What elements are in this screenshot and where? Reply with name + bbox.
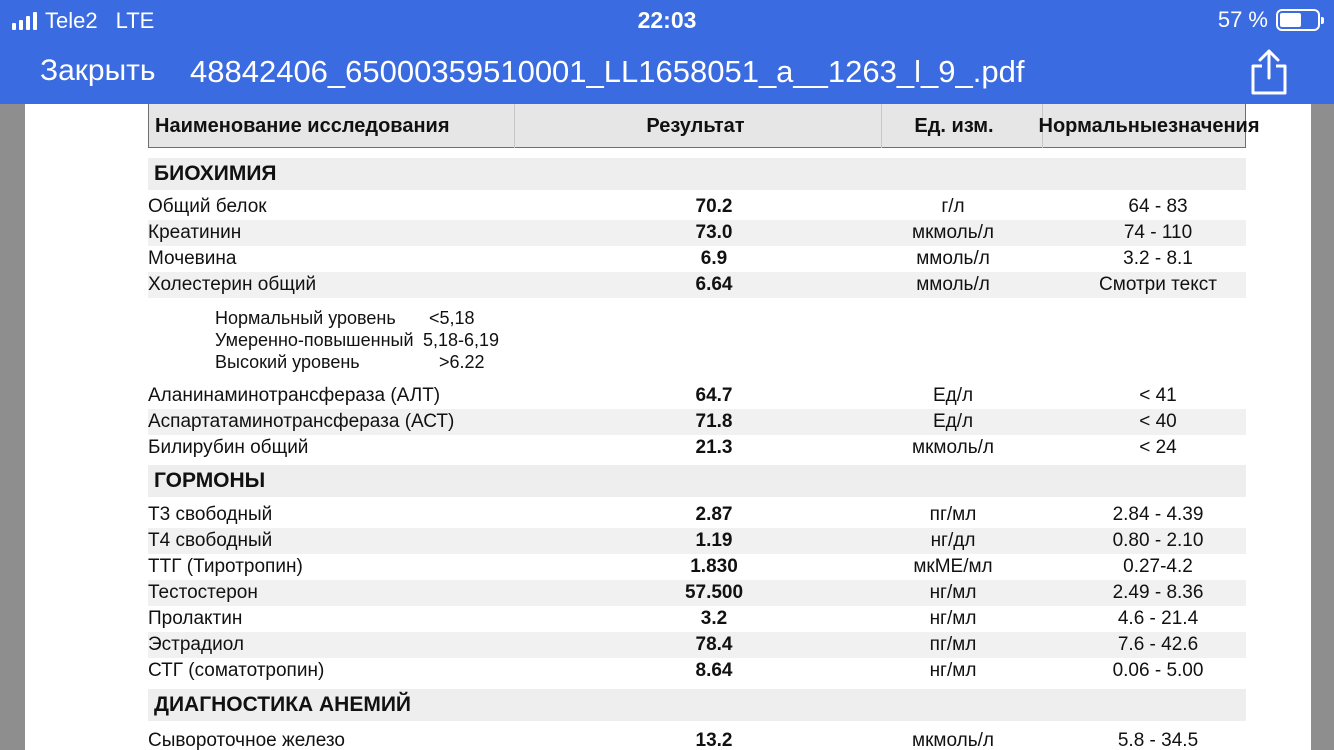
table-row — [148, 632, 1246, 658]
row-name: Общий белок — [148, 196, 267, 217]
row-norm: 4.6 - 21.4 — [1117, 608, 1199, 629]
row-name: Аспартатаминотрансфераза (АСТ) — [148, 411, 455, 432]
status-right — [1218, 7, 1320, 33]
note-label: Высокий уровень — [215, 352, 360, 372]
note-value: >6.22 — [439, 352, 485, 372]
pdf-page — [25, 104, 1311, 750]
row-norm: 3.2 - 8.1 — [1123, 248, 1193, 269]
header-result: Результат — [646, 114, 745, 137]
header-norm-line1: Нормальные — [1038, 115, 1169, 137]
row-result: 6.64 — [695, 274, 733, 295]
row-result: 73.0 — [695, 222, 733, 243]
table-row — [148, 272, 1246, 298]
row-name: Мочевина — [148, 248, 237, 269]
table-row — [148, 528, 1246, 554]
row-unit: нг/мл — [929, 608, 977, 629]
table-row — [148, 194, 1246, 220]
row-name: Тестостерон — [148, 582, 258, 603]
row-result: 64.7 — [695, 385, 733, 406]
row-unit: мкмоль/л — [912, 222, 994, 243]
header-norm — [1038, 104, 1260, 156]
row-name: ТТГ (Тиротропин) — [148, 556, 303, 577]
row-result: 78.4 — [695, 634, 733, 655]
row-name: Эстрадиол — [148, 634, 244, 655]
note-label: Нормальный уровень — [215, 308, 396, 328]
table-row — [148, 246, 1246, 272]
table-row — [148, 220, 1246, 246]
row-result: 70.2 — [695, 196, 733, 217]
row-unit: пг/мл — [929, 634, 977, 655]
row-result: 6.9 — [700, 248, 728, 269]
table-row — [148, 435, 1246, 461]
row-result: 3.2 — [700, 608, 728, 629]
row-norm: 0.27-4.2 — [1123, 556, 1193, 577]
clock: 22:03 — [637, 7, 697, 33]
row-result: 2.87 — [695, 504, 733, 525]
battery-percent: 57 % — [1217, 7, 1268, 32]
row-result: 1.19 — [695, 530, 733, 551]
status-bar — [0, 0, 1334, 42]
row-unit: Ед/л — [932, 411, 974, 432]
section-title: ДИАГНОСТИКА АНЕМИЙ — [148, 689, 1246, 721]
row-norm: 2.84 - 4.39 — [1112, 504, 1204, 525]
table-header — [148, 104, 1260, 148]
row-unit: мкМЕ/мл — [913, 556, 993, 577]
row-name: Сывороточное железо — [148, 730, 345, 750]
row-unit: пг/мл — [929, 504, 977, 525]
row-unit: нг/мл — [929, 660, 977, 681]
row-unit: мкмоль/л — [912, 730, 994, 750]
row-unit: Ед/л — [932, 385, 974, 406]
row-result: 21.3 — [695, 437, 733, 458]
network-type: LTE — [115, 8, 155, 33]
row-name: Т4 свободный — [148, 530, 273, 551]
row-name: СТГ (соматотропин) — [148, 660, 325, 681]
row-norm: < 24 — [1139, 437, 1177, 458]
table-row — [148, 554, 1246, 580]
battery-icon — [1276, 9, 1320, 31]
row-norm: 64 - 83 — [1128, 196, 1188, 217]
row-name: Аланинаминотрансфераза (АЛТ) — [148, 385, 441, 406]
row-result: 13.2 — [695, 730, 733, 750]
row-name: Пролактин — [148, 608, 243, 629]
note-value: 5,18-6,19 — [423, 330, 500, 350]
navigation-bar — [0, 42, 1334, 104]
table-row — [148, 606, 1246, 632]
row-unit: нг/мл — [929, 582, 977, 603]
row-norm: 7.6 - 42.6 — [1117, 634, 1199, 655]
table-row — [148, 409, 1246, 435]
row-norm: 0.80 - 2.10 — [1112, 530, 1204, 551]
row-norm: 74 - 110 — [1123, 222, 1193, 243]
row-unit: нг/дл — [930, 530, 976, 551]
row-name: Билирубин общий — [148, 437, 309, 458]
row-name: Т3 свободный — [148, 504, 273, 525]
header-unit: Ед. изм. — [914, 114, 994, 137]
row-result: 1.830 — [690, 556, 738, 577]
row-unit: ммоль/л — [916, 248, 990, 269]
row-result: 71.8 — [695, 411, 733, 432]
row-norm: 2.49 - 8.36 — [1112, 582, 1204, 603]
row-norm: < 40 — [1139, 411, 1177, 432]
table-row — [148, 728, 1246, 750]
table-row — [148, 658, 1246, 684]
table-row — [148, 502, 1246, 528]
row-unit: ммоль/л — [916, 274, 990, 295]
note-value: <5,18 — [429, 308, 475, 328]
table-row — [148, 383, 1246, 409]
row-norm: 0.06 - 5.00 — [1112, 660, 1204, 681]
row-result: 57.500 — [684, 582, 744, 603]
document-title: 48842406_65000359510001_LL1658051_a__1263_l_9_.pdf — [190, 54, 1025, 89]
row-norm: Смотри текст — [1099, 274, 1217, 295]
row-norm: 5.8 - 34.5 — [1117, 730, 1199, 750]
row-result: 8.64 — [695, 660, 733, 681]
row-name: Холестерин общий — [148, 274, 317, 295]
section-title: ГОРМОНЫ — [148, 465, 1246, 497]
carrier-name: Tele2 — [45, 8, 98, 33]
note-label: Умеренно-повышенный — [215, 330, 414, 350]
row-name: Креатинин — [148, 222, 242, 243]
header-name: Наименование исследования — [155, 114, 450, 137]
row-norm: < 41 — [1139, 385, 1177, 406]
close-button[interactable]: Закрыть — [40, 54, 156, 87]
header-norm-line2: значения — [1168, 115, 1260, 137]
row-unit: г/л — [941, 196, 965, 217]
row-unit: мкмоль/л — [912, 437, 994, 458]
table-row — [148, 580, 1246, 606]
share-icon[interactable] — [1248, 48, 1290, 96]
section-title: БИОХИМИЯ — [148, 158, 1246, 190]
